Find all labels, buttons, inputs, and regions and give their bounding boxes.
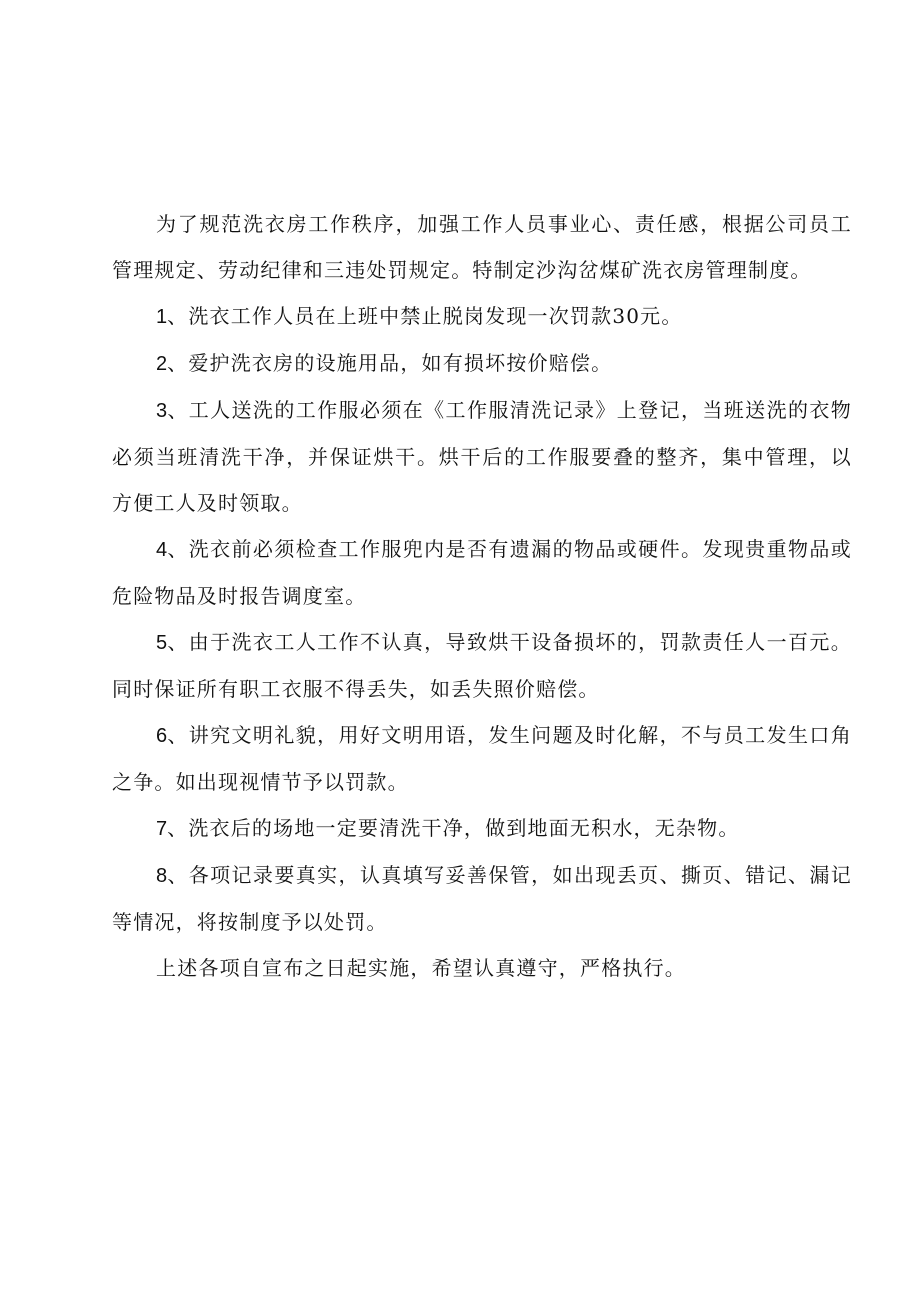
rule-text: 、洗衣后的场地一定要清洗干净，做到地面无积水，无杂物。 xyxy=(167,816,740,840)
rule-item-5 xyxy=(112,619,852,712)
rule-text: 、讲究文明礼貌，用好文明用语，发生问题及时化解，不与员工发生口角之争。如出现视情节予以罚款。 xyxy=(112,723,852,794)
document-body xyxy=(112,201,852,991)
rule-number: 4 xyxy=(156,539,168,561)
rule-number: 8 xyxy=(156,865,168,887)
closing-paragraph: 上述各项自宣布之日起实施，希望认真遵守，严格执行。 xyxy=(156,956,686,980)
rule-item-8 xyxy=(112,852,852,945)
rule-number: 2 xyxy=(156,353,168,375)
rule-number: 6 xyxy=(156,725,168,747)
rule-item-2 xyxy=(112,340,852,387)
rule-item-4 xyxy=(112,526,852,619)
rule-item-1 xyxy=(112,293,852,340)
rule-text: 、工人送洗的工作服必须在《工作服清洗记录》上登记，当班送洗的衣物必须当班清洗干净，并保证烘干。烘干后的工作服要叠的整齐，集中管理，以方便工人及时领取。 xyxy=(112,398,852,515)
rule-item-7 xyxy=(112,805,852,852)
rule-number: 5 xyxy=(156,632,168,654)
rule-number: 7 xyxy=(156,818,168,840)
rule-text: 、洗衣前必须检查工作服兜内是否有遗漏的物品或硬件。发现贵重物品或危险物品及时报告调度室。 xyxy=(112,537,852,608)
rule-number: 3 xyxy=(156,400,168,422)
intro-paragraph: 为了规范洗衣房工作秩序，加强工作人员事业心、责任感，根据公司员工管理规定、劳动纪律和三违处罚规定。特制定沙沟岔煤矿洗衣房管理制度。 xyxy=(112,212,852,282)
rule-text: 、由于洗衣工人工作不认真，导致烘干设备损坏的，罚款责任人一百元。同时保证所有职工衣服不得丢失，如丢失照价赔偿。 xyxy=(112,630,852,701)
rule-item-6 xyxy=(112,712,852,805)
rule-text: 、爱护洗衣房的设施用品，如有损坏按价赔偿。 xyxy=(167,351,613,375)
rule-number: 1 xyxy=(156,306,168,328)
rule-text: 、洗衣工作人员在上班中禁止脱岗发现一次罚款30元。 xyxy=(167,304,683,328)
rule-item-3 xyxy=(112,387,852,526)
rule-text: 、各项记录要真实，认真填写妥善保管，如出现丢页、撕页、错记、漏记等情况，将按制度予以处罚。 xyxy=(112,863,852,934)
